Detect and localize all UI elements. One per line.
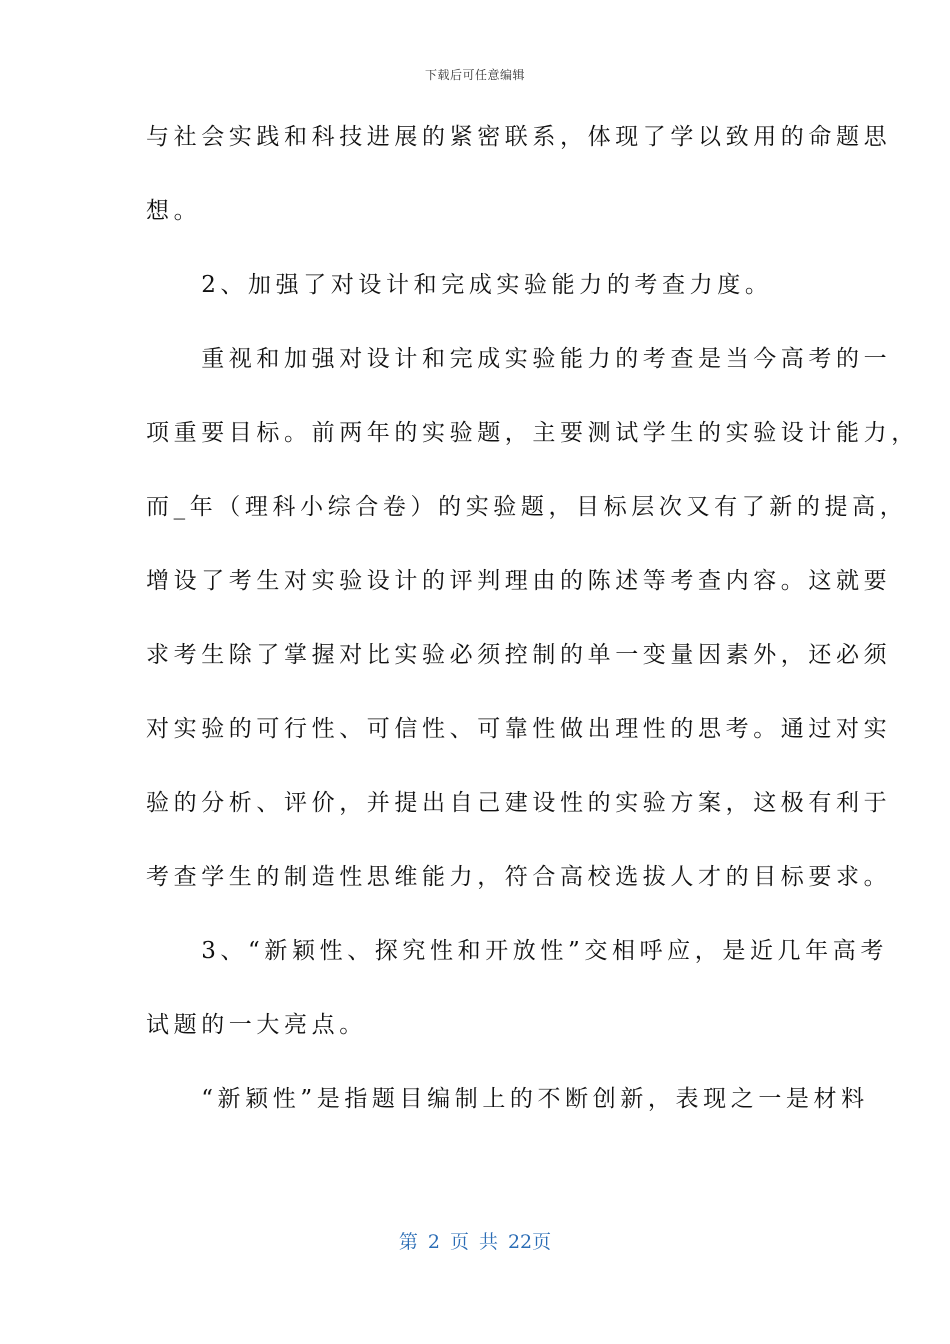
body-line: 与社会实践和科技进展的紧密联系，体现了学以致用的命题思 xyxy=(146,124,892,150)
body-line: 想。 xyxy=(146,198,202,224)
body-line: 3、“新颖性、探究性和开放性”交相呼应，是近几年高考 xyxy=(146,938,888,964)
footer-total-label: 共 xyxy=(478,1231,498,1253)
body-line: 考查学生的制造性思维能力，符合高校选拔人才的目标要求。 xyxy=(146,864,892,890)
body-line: 求考生除了掌握对比实验必须控制的单一变量因素外，还必须 xyxy=(146,642,892,668)
page-header: 下载后可任意编辑 xyxy=(424,68,525,82)
body-line: “新颖性”是指题目编制上的不断创新，表现之一是材料 xyxy=(146,1086,869,1112)
page-footer xyxy=(0,1227,950,1254)
body-line: 重视和加强对设计和完成实验能力的考查是当今高考的一 xyxy=(146,346,892,372)
body-line: 试题的一大亮点。 xyxy=(146,1012,367,1038)
body-line: 对实验的可行性、可信性、可靠性做出理性的思考。通过对实 xyxy=(146,716,892,742)
body-line: 验的分析、评价，并提出自己建设性的实验方案，这极有利于 xyxy=(146,790,892,816)
body-line: 项重要目标。前两年的实验题，主要测试学生的实验设计能力， xyxy=(146,420,919,446)
body-line: 增设了考生对实验设计的评判理由的陈述等考查内容。这就要 xyxy=(146,568,892,594)
footer-total-pages: 22页 xyxy=(507,1231,552,1253)
footer-page-unit: 页 xyxy=(449,1231,469,1253)
footer-current-page: 2 xyxy=(427,1231,440,1253)
body-line: 2、加强了对设计和完成实验能力的考查力度。 xyxy=(146,272,773,298)
body-line: 而_年（理科小综合卷）的实验题，目标层次又有了新的提高， xyxy=(146,494,908,520)
footer-page-label: 第 xyxy=(398,1231,418,1253)
